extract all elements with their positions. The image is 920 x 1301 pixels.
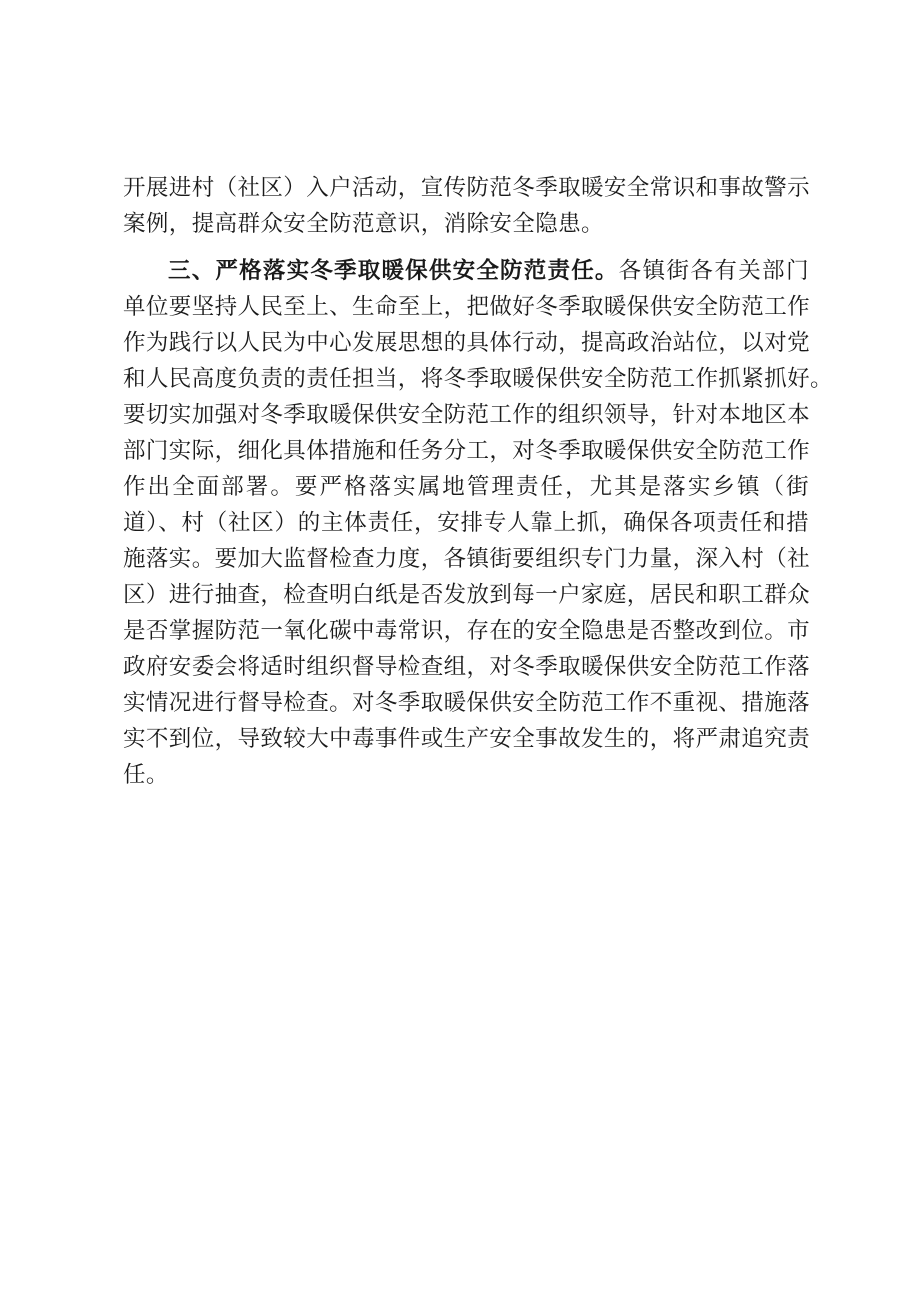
paragraph-2-line: 部门实际，细化具体措施和任务分工，对冬季取暖保供安全防范工作 — [123, 438, 811, 464]
paragraph-2-line: 是否掌握防范一氧化碳中毒常识，存在的安全隐患是否整改到位。市 — [123, 618, 811, 644]
paragraph-2-line: 和人民高度负责的责任担当，将冬季取暖保供安全防范工作抓紧抓好。 — [123, 366, 833, 392]
paragraph-2-first-line — [123, 253, 809, 289]
paragraph-1-line: 开展进村（社区）入户活动，宣传防范冬季取暖安全常识和事故警示 — [123, 175, 811, 201]
paragraph-2-first-line-text: 各镇街各有关部门 — [618, 258, 809, 284]
paragraph-2-line: 作出全面部署。要严格落实属地管理责任，尤其是落实乡镇（街 — [123, 474, 809, 500]
paragraph-2-line: 作为践行以人民为中心发展思想的具体行动，提高政治站位，以对党 — [123, 330, 811, 356]
paragraph-2 — [123, 253, 833, 793]
paragraph-2-line: 政府安委会将适时组织督导检查组，对冬季取暖保供安全防范工作落 — [123, 654, 811, 680]
paragraph-2-line: 单位要坚持人民至上、生命至上，把做好冬季取暖保供安全防范工作 — [123, 294, 811, 320]
paragraph-1-line: 案例，提高群众安全防范意识，消除安全隐患。 — [123, 211, 604, 237]
section-heading: 三、严格落实冬季取暖保供安全防范责任。 — [168, 258, 619, 284]
paragraph-1 — [123, 170, 809, 242]
paragraph-2-line: 要切实加强对冬季取暖保供安全防范工作的组织领导，针对本地区本 — [123, 402, 811, 428]
paragraph-2-line: 道）、村（社区）的主体责任，安排专人靠上抓，确保各项责任和措 — [123, 510, 809, 536]
paragraph-2-line: 施落实。要加大监督检查力度，各镇街要组织专门力量，深入村（社 — [123, 546, 811, 572]
paragraph-2-line: 实情况进行督导检查。对冬季取暖保供安全防范工作不重视、措施落 — [123, 690, 811, 716]
paragraph-2-line: 任。 — [123, 762, 169, 788]
paragraph-2-line: 实不到位，导致较大中毒事件或生产安全事故发生的，将严肃追究责 — [123, 726, 811, 752]
paragraph-2-line: 区）进行抽查，检查明白纸是否发放到每一户家庭，居民和职工群众 — [123, 582, 811, 608]
